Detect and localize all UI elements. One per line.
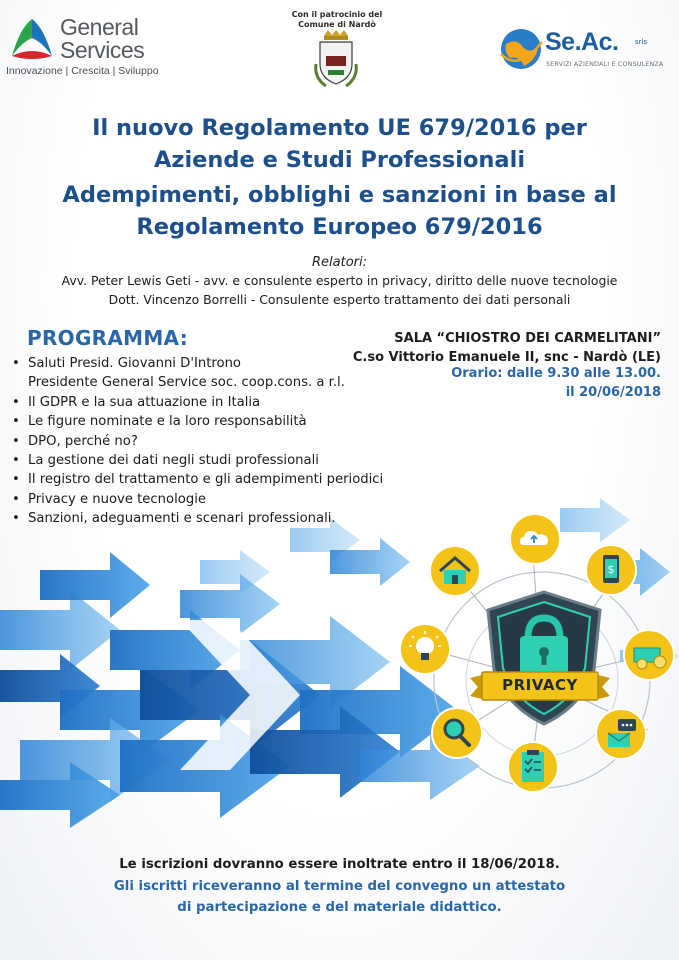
general-services-name-line2: Services [60,37,145,63]
title-line4: Regolamento Europeo 679/2016 [136,214,543,240]
seac-suffix: srls [635,38,648,46]
smartphone-icon [584,543,638,597]
list-item: • Privacy e nuove tecnologie [12,490,383,509]
speaker-2: Dott. Vincenzo Borrelli - Consulente esperto trattamento dei dati personali [108,292,571,307]
coat-of-arms-icon [312,30,360,92]
list-item: • Sanzioni, adeguamenti e scenari professionali. [12,509,383,528]
speaker-1: Avv. Peter Lewis Geti - avv. e consulente esperto in privacy, diritto delle nuove tecnologie [61,273,618,288]
svg-text:$: $ [607,563,615,576]
list-item: • La gestione dei dati negli studi professionali [12,451,383,470]
registration-deadline: Le iscrizioni dovranno essere inoltrate entro il 18/06/2018. [119,857,560,872]
location-block [353,329,661,367]
schedule-date: il 20/06/2018 [565,385,661,400]
clipboard-icon [506,740,560,794]
seac-globe-icon [498,26,544,72]
list-item: • DPO, perché no? [12,432,383,451]
title-line3: Adempimenti, obblighi e sanzioni in base al [62,182,617,208]
title-line1: Il nuovo Regolamento UE 679/2016 per [92,115,587,141]
schedule-time: Orario: dalle 9.30 alle 13.00. [451,366,661,381]
relatori-label: Relatori: [312,255,367,270]
list-item: • Le figure nominate e la loro responsabilità [12,412,383,431]
general-services-name-line1: General [60,14,139,40]
patronage-line1: Con il patrocinio del [291,10,383,19]
location-sala: SALA “CHIOSTRO DEI CARMELITANI” [394,331,661,346]
general-services-tagline: Innovazione | Crescita | Sviluppo [6,65,159,77]
programma-heading: PROGRAMMA: [27,326,189,350]
patronage-text [282,10,392,30]
magnifier-icon [430,706,484,760]
lightbulb-icon [398,622,452,676]
list-item: • Saluti Presid. Giovanni D'Introno [12,354,383,373]
seac-name: Se.Ac. [545,28,619,56]
general-services-logo-mark [6,16,58,62]
programma-list [12,354,383,529]
list-item: • Il GDPR e la sua attuazione in Italia [12,393,383,412]
list-item: • Il registro del trattamento e gli adempimenti periodici [12,470,383,489]
seac-tagline: SERVIZI AZIENDALI E CONSULENZA [546,61,664,68]
privacy-badge-label: PRIVACY [502,676,578,694]
chat-icon [594,707,648,761]
title-line2: Aziende e Studi Professionali [153,147,526,173]
cloud-icon [508,512,562,566]
location-address: C.so Vittorio Emanuele II, snc - Nardò (LE) [352,350,661,365]
patronage-line2: Comune di Nardò [298,20,376,29]
list-item: Presidente General Service soc. coop.cons. a r.l. [28,375,345,391]
house-icon [428,544,482,598]
certificate-line1: Gli iscritti riceveranno al termine del convegno un attestato [113,879,566,894]
money-icon [622,628,676,682]
general-services-name [60,16,144,62]
certificate-line2: di partecipazione e del materiale didattico. [177,900,502,915]
lock-shield-icon [478,588,610,728]
schedule-block [451,364,661,402]
